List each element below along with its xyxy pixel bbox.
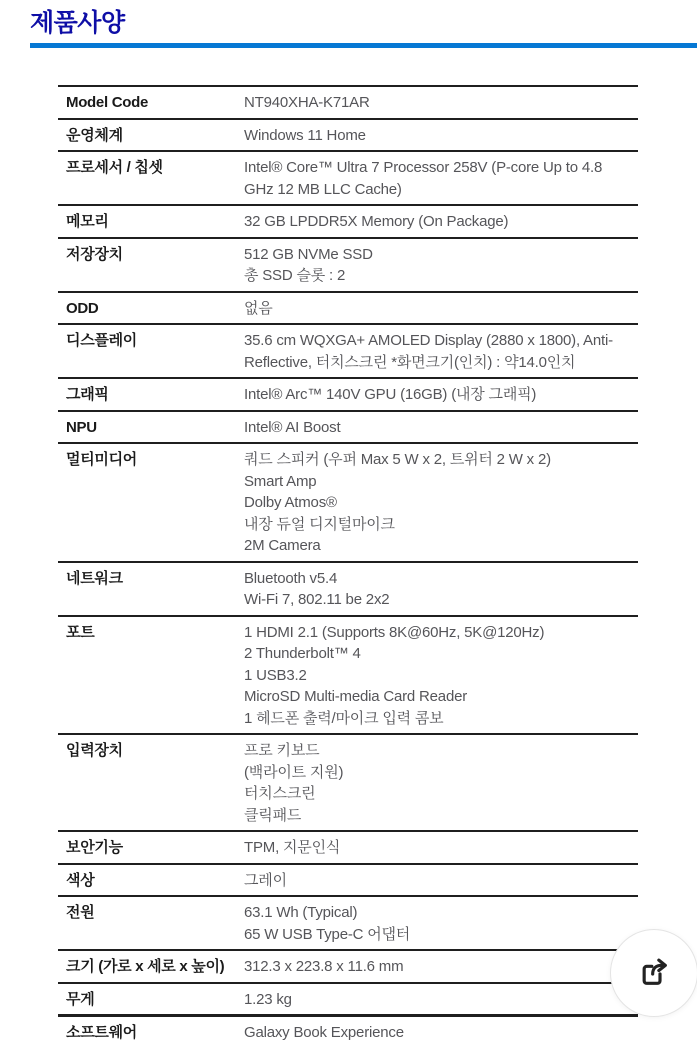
spec-label: 운영체계 — [66, 126, 123, 144]
spec-row — [58, 949, 638, 982]
share-button[interactable] — [610, 929, 697, 1017]
spec-value-line: Intel® AI Boost — [244, 418, 341, 436]
spec-value-line: 없음 — [244, 299, 273, 317]
spec-label: 무게 — [66, 990, 95, 1008]
spec-row — [58, 118, 638, 151]
spec-value — [244, 449, 638, 557]
spec-row — [58, 1014, 638, 1048]
spec-label: 색상 — [66, 871, 95, 889]
spec-label: 멀티미디어 — [66, 451, 137, 468]
spec-label: 입력장치 — [66, 742, 123, 759]
spec-value — [244, 244, 638, 287]
spec-value — [244, 417, 638, 439]
spec-value-line: 35.6 cm WQXGA+ AMOLED Display (2880 x 1800), Anti- — [244, 332, 613, 349]
spec-value-line: MicroSD Multi-media Card Reader — [244, 688, 468, 705]
spec-value-line: 쿼드 스피커 (우퍼 Max 5 W x 2, 트위터 2 W x 2) — [244, 451, 551, 468]
spec-label: 포트 — [66, 623, 95, 641]
spec-value — [244, 211, 638, 233]
spec-label: 전원 — [66, 904, 95, 921]
spec-value — [244, 837, 638, 859]
spec-row — [58, 291, 638, 324]
spec-value-line: 63.1 Wh (Typical) — [244, 904, 358, 921]
spec-value-line: 2M Camera — [244, 537, 321, 554]
spec-value-line: 그레이 — [244, 871, 287, 889]
spec-value-line: 512 GB NVMe SSD — [244, 245, 373, 263]
spec-value-line: 65 W USB Type-C 어댑터 — [244, 925, 411, 943]
spec-label: 저장장치 — [66, 245, 123, 263]
spec-row — [58, 323, 638, 377]
spec-value — [244, 956, 638, 978]
spec-row — [58, 204, 638, 237]
main-content — [0, 85, 697, 1048]
spec-value-line: 1 HDMI 2.1 (Supports 8K@60Hz, 5K@120Hz) — [244, 623, 545, 641]
spec-value-line: 프로 키보드 — [244, 742, 320, 759]
spec-row — [58, 830, 638, 863]
title-underline — [30, 43, 697, 48]
page-title: 제품사양 — [30, 9, 125, 37]
spec-label: 크기 (가로 x 세로 x 높이) — [66, 958, 225, 975]
share-icon — [634, 953, 674, 993]
spec-value-line: Intel® Arc™ 140V GPU (16GB) (내장 그래픽) — [244, 386, 537, 403]
spec-label: 메모리 — [66, 213, 109, 230]
spec-label: 네트워크 — [66, 569, 123, 587]
spec-value — [244, 157, 638, 200]
spec-value — [244, 622, 638, 730]
spec-value-line: 터치스크린 — [244, 785, 316, 802]
spec-row — [58, 237, 638, 291]
spec-label: 프로세서 / 칩셋 — [66, 159, 163, 176]
spec-value-line: 클릭패드 — [244, 806, 302, 824]
spec-value-line: (백라이트 지원) — [244, 763, 344, 781]
spec-row — [58, 377, 638, 410]
spec-value-line: TPM, 지문인식 — [244, 839, 341, 856]
spec-value — [244, 870, 638, 892]
spec-value-line: 312.3 x 223.8 x 11.6 mm — [244, 958, 404, 975]
spec-row — [58, 410, 638, 443]
spec-value-line: Smart Amp — [244, 472, 317, 490]
spec-value-line: 총 SSD 슬롯 : 2 — [244, 267, 346, 284]
spec-value — [244, 125, 638, 147]
spec-row — [58, 863, 638, 896]
spec-value-line: Dolby Atmos® — [244, 494, 337, 511]
spec-value-line: NT940XHA-K71AR — [244, 94, 370, 111]
spec-value — [244, 1022, 638, 1044]
spec-label: NPU — [66, 418, 97, 436]
spec-row — [58, 733, 638, 830]
spec-row — [58, 442, 638, 561]
spec-row — [58, 150, 638, 204]
spec-value-line: 1 헤드폰 출력/마이크 입력 콤보 — [244, 709, 444, 727]
spec-value — [244, 384, 638, 406]
spec-value-line: 2 Thunderbolt™ 4 — [244, 645, 361, 662]
spec-value — [244, 989, 638, 1011]
spec-value — [244, 298, 638, 320]
spec-value-line: GHz 12 MB LLC Cache) — [244, 180, 402, 198]
spec-row — [58, 615, 638, 734]
spec-value-line: 32 GB LPDDR5X Memory (On Package) — [244, 213, 509, 230]
spec-label: 그래픽 — [66, 386, 109, 403]
spec-value — [244, 568, 638, 611]
spec-value — [244, 740, 638, 826]
spec-row — [58, 982, 638, 1015]
spec-label: Model Code — [66, 94, 148, 111]
spec-value-line: Bluetooth v5.4 — [244, 569, 338, 587]
spec-label: 디스플레이 — [66, 332, 137, 349]
spec-value-line: Reflective, 터치스크린 *화면크기(인치) : 약14.0인치 — [244, 353, 576, 371]
spec-value-line: 1.23 kg — [244, 990, 292, 1008]
spec-value-line: Wi-Fi 7, 802.11 be 2x2 — [244, 591, 390, 608]
spec-row — [58, 85, 638, 118]
spec-value — [244, 92, 638, 114]
spec-table — [58, 85, 638, 1048]
page-header — [0, 0, 697, 38]
spec-value — [244, 330, 638, 373]
spec-value-line: Windows 11 Home — [244, 126, 366, 144]
spec-value — [244, 902, 638, 945]
spec-label: 보안기능 — [66, 839, 123, 856]
spec-value-line: 내장 듀얼 디지털마이크 — [244, 515, 395, 533]
spec-row — [58, 561, 638, 615]
spec-label: 소프트웨어 — [66, 1024, 137, 1041]
spec-label: ODD — [66, 299, 99, 317]
spec-value-line: Intel® Core™ Ultra 7 Processor 258V (P-core Up to 4.8 — [244, 159, 603, 176]
spec-row — [58, 895, 638, 949]
spec-value-line: Galaxy Book Experience — [244, 1024, 404, 1041]
spec-value-line: 1 USB3.2 — [244, 666, 307, 684]
